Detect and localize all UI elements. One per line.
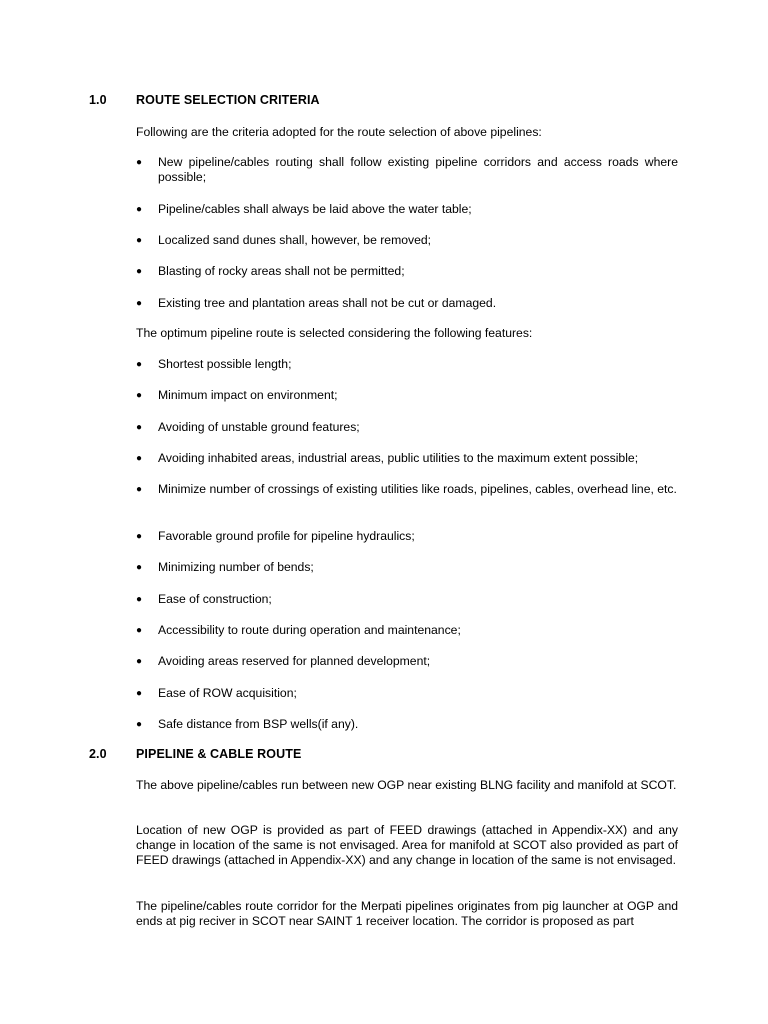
bullet-icon: ● xyxy=(136,204,143,215)
list-item-text: New pipeline/cables routing shall follow existing pipeline corridors and access roads where possible; xyxy=(158,155,678,184)
bullet-icon: ● xyxy=(136,562,143,573)
route-paragraph: Location of new OGP is provided as part of FEED drawings (attached in Appendix-XX) and any change in location of the same is not envisaged. Area for manifold at SCOT also provided as part of FEED drawings (attached in Appendix-XX) and any change in location of the same is not envisaged. xyxy=(136,823,678,867)
list-item-text: Accessibility to route during operation and maintenance; xyxy=(158,623,461,637)
list-item-text: Shortest possible length; xyxy=(158,357,292,371)
bullet-icon: ● xyxy=(136,453,143,464)
route-paragraph: The pipeline/cables route corridor for the Merpati pipelines originates from pig launcher at OGP and ends at pig reciver in SCOT near SAINT 1 receiver location. The corridor is proposed as part xyxy=(136,899,678,928)
bullet-icon: ● xyxy=(136,359,143,370)
list-item-text: Ease of ROW acquisition; xyxy=(158,686,297,700)
bullet-icon: ● xyxy=(136,531,143,542)
section-number: 1.0 xyxy=(89,93,107,107)
bullet-icon: ● xyxy=(136,298,143,309)
list-item-text: Existing tree and plantation areas shall not be cut or damaged. xyxy=(158,296,497,310)
bullet-icon: ● xyxy=(136,594,143,605)
route-paragraph: The above pipeline/cables run between new OGP near existing BLNG facility and manifold at SCOT. xyxy=(136,778,677,792)
features-intro: The optimum pipeline route is selected considering the following features: xyxy=(136,326,533,340)
bullet-icon: ● xyxy=(136,688,143,699)
bullet-icon: ● xyxy=(136,157,143,168)
bullet-icon: ● xyxy=(136,719,143,730)
list-item-text: Minimizing number of bends; xyxy=(158,560,314,574)
list-item-text: Avoiding areas reserved for planned development; xyxy=(158,654,431,668)
list-item-text: Localized sand dunes shall, however, be removed; xyxy=(158,233,432,247)
bullet-icon: ● xyxy=(136,266,143,277)
section-2-heading xyxy=(89,747,301,762)
bullet-icon: ● xyxy=(136,390,143,401)
bullet-icon: ● xyxy=(136,656,143,667)
list-item-text: Pipeline/cables shall always be laid above the water table; xyxy=(158,202,472,216)
section-number: 2.0 xyxy=(89,747,107,761)
list-item-text: Favorable ground profile for pipeline hydraulics; xyxy=(158,529,415,543)
section-title: PIPELINE & CABLE ROUTE xyxy=(136,747,302,761)
section-1-heading xyxy=(89,93,320,108)
list-item-text: Avoiding of unstable ground features; xyxy=(158,420,360,434)
section-title: ROUTE SELECTION CRITERIA xyxy=(136,93,320,107)
criteria-intro: Following are the criteria adopted for the route selection of above pipelines: xyxy=(136,125,542,139)
bullet-icon: ● xyxy=(136,422,143,433)
list-item-text: Minimum impact on environment; xyxy=(158,388,338,402)
list-item-text: Blasting of rocky areas shall not be permitted; xyxy=(158,264,405,278)
bullet-icon: ● xyxy=(136,235,143,246)
list-item-text: Safe distance from BSP wells(if any). xyxy=(158,717,359,731)
bullet-icon: ● xyxy=(136,625,143,636)
bullet-icon: ● xyxy=(136,484,143,495)
list-item-text: Minimize number of crossings of existing utilities like roads, pipelines, cables, overhead line, etc. xyxy=(158,482,677,496)
list-item-text: Avoiding inhabited areas, industrial areas, public utilities to the maximum extent possible; xyxy=(158,451,639,465)
list-item-text: Ease of construction; xyxy=(158,592,272,606)
